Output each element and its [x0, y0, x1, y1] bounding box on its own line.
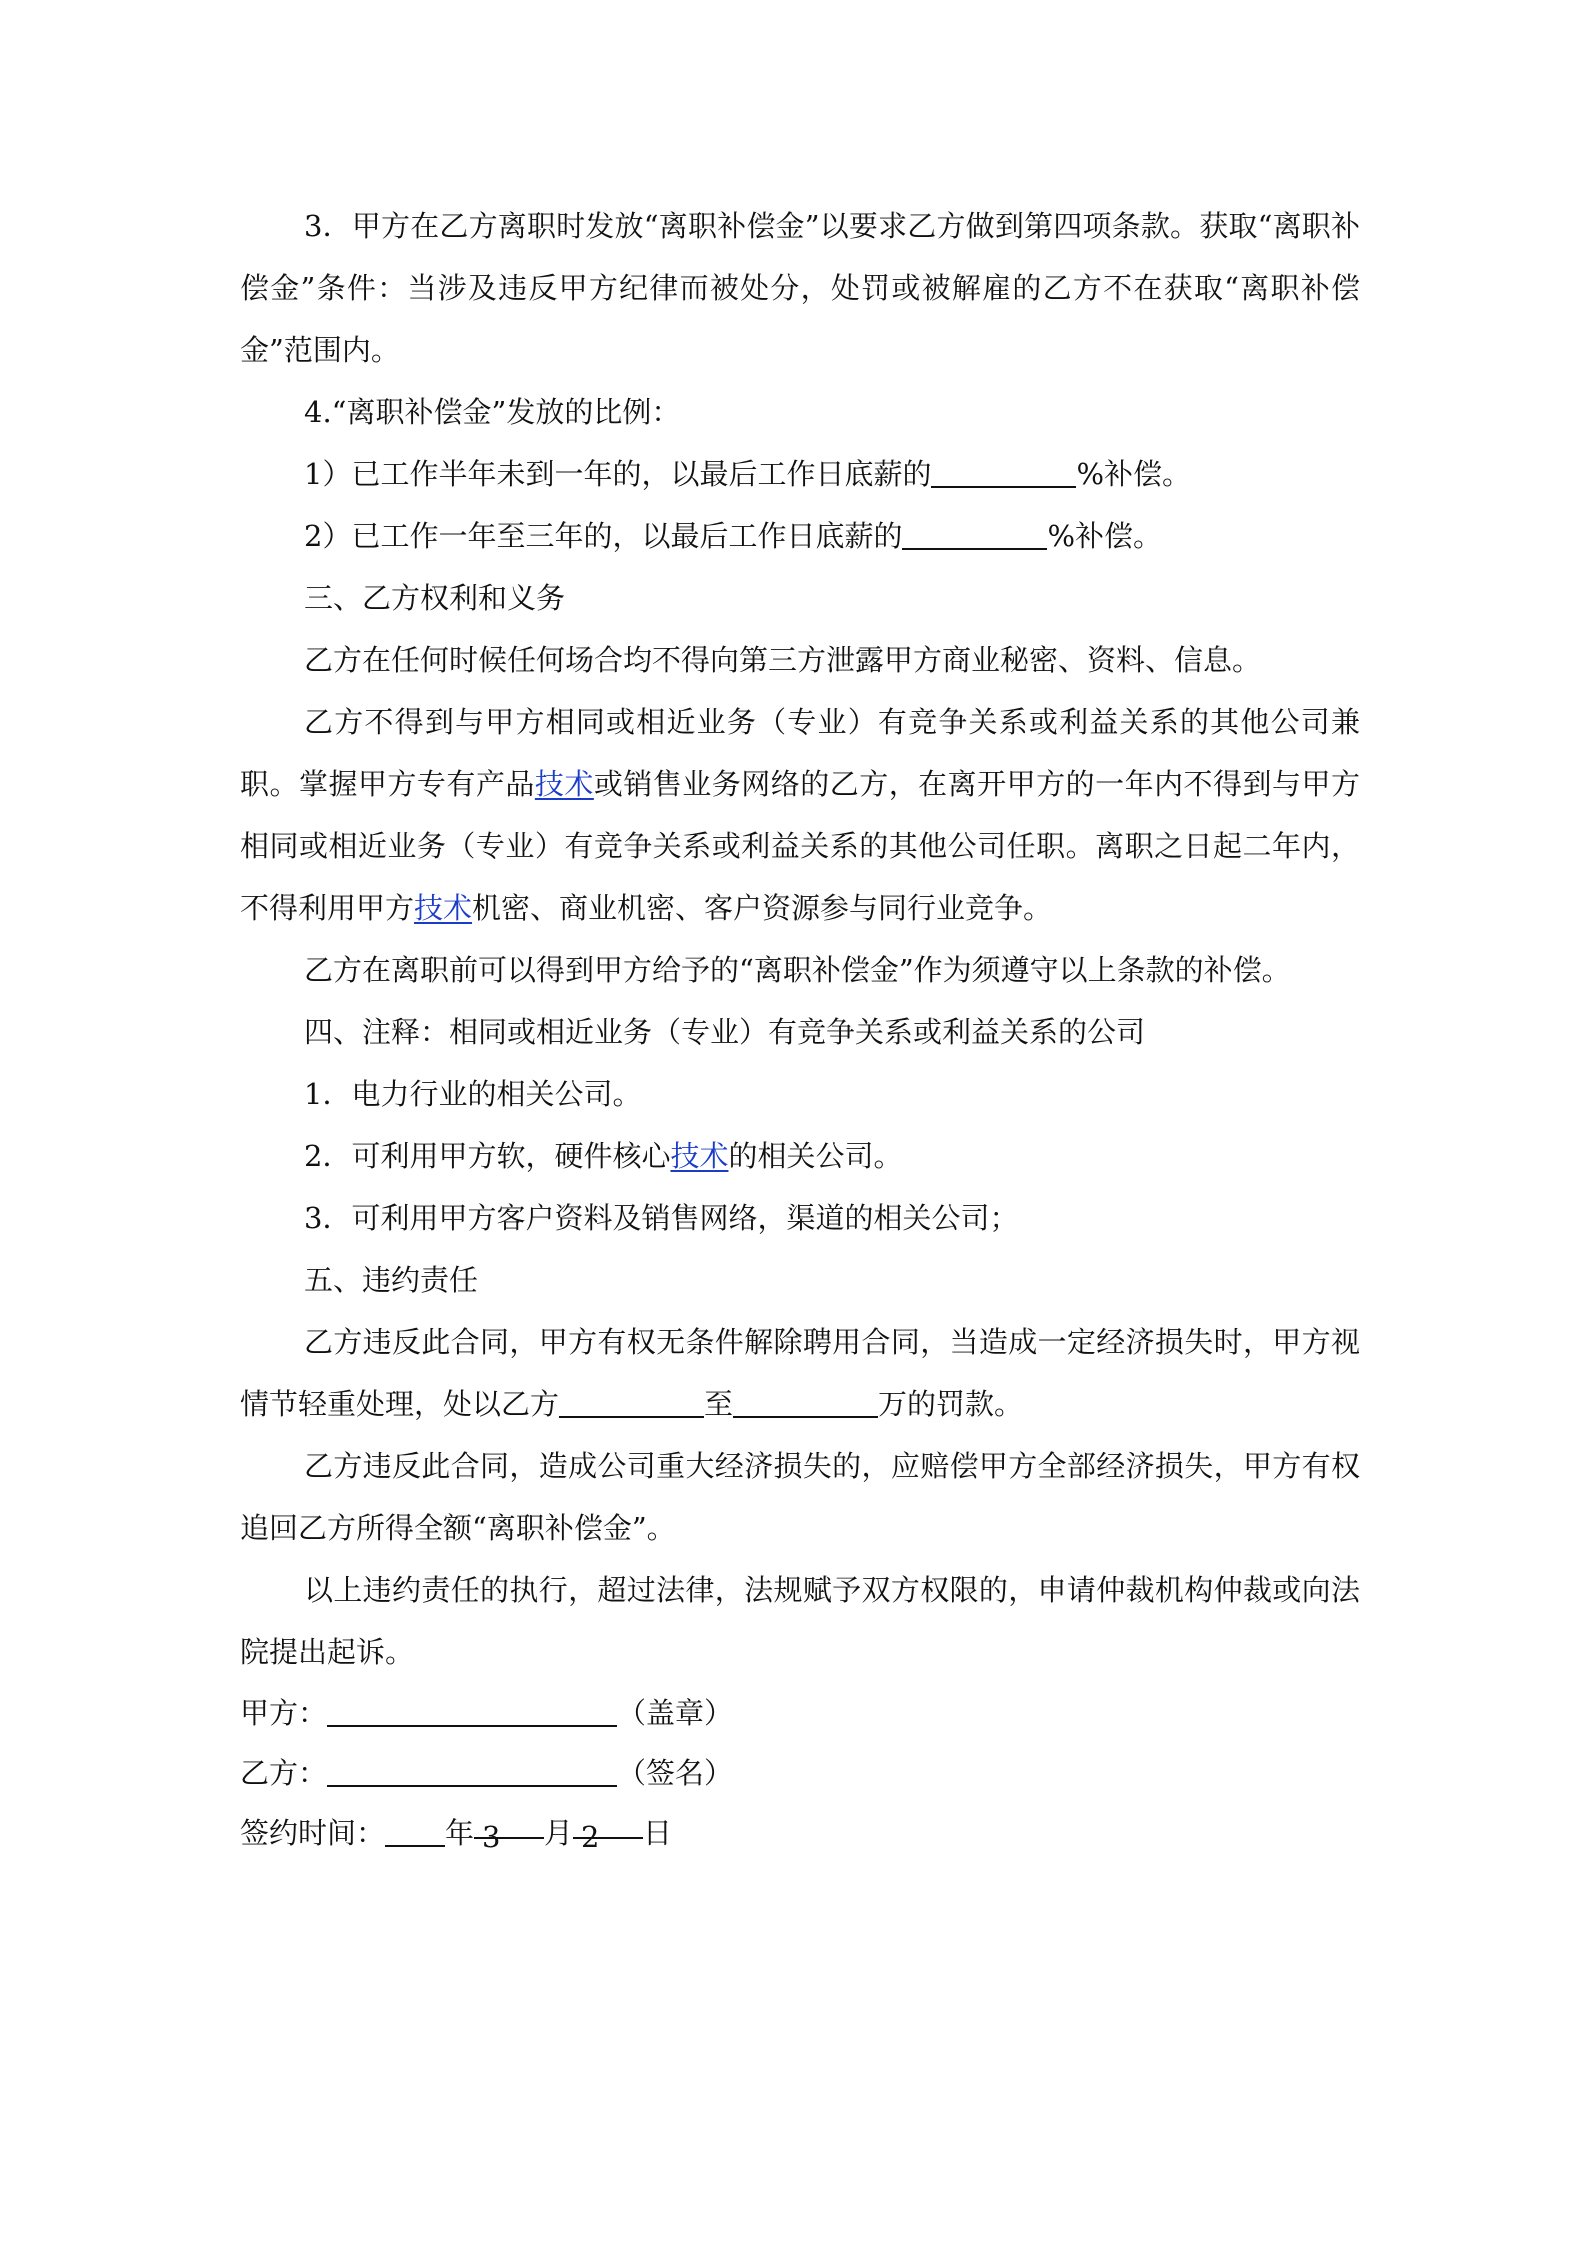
- day-unit: 日: [643, 1816, 673, 1850]
- clause-4-item-1: [240, 443, 1360, 505]
- month-unit: 月: [544, 1816, 574, 1850]
- year-blank: [385, 1815, 445, 1847]
- sign-date-line: [240, 1803, 1360, 1863]
- party-b-line: [240, 1743, 1360, 1803]
- section-3-para-2-text-b: 或销售业务网络的乙方，在离开甲方的一年内不得到与甲方相同或相近业务（专业）有竞争关系或利益关系的其他公司任职。离职之日起二年内，不得利用甲方: [240, 767, 1360, 925]
- section-5-heading: 五、违约责任: [304, 1263, 479, 1297]
- section-5-para-3: 以上违约责任的执行，超过法律，法规赋予双方权限的，申请仲裁机构仲裁或向法院提出起诉。: [240, 1573, 1360, 1669]
- technology-link-2[interactable]: 技术: [414, 891, 473, 925]
- section-5-para-1-suffix: 万的罚款。: [878, 1387, 1024, 1421]
- fine-max-blank: [733, 1386, 878, 1418]
- clause-4-item-2-text: 2）已工作一年至三年的，以最后工作日底薪的: [304, 519, 903, 553]
- day-blank: [573, 1807, 643, 1854]
- fine-min-blank: [559, 1386, 704, 1418]
- section-5-para-1-text: 乙方违反此合同，甲方有权无条件解除聘用合同，当造成一定经济损失时，甲方视情节轻重处理，处以乙方: [240, 1325, 1360, 1421]
- party-a-note: （盖章）: [617, 1696, 734, 1730]
- section-4-item-2-text: 2．可利用甲方软，硬件核心: [304, 1139, 671, 1173]
- section-3-para-1: 乙方在任何时候任何场合均不得向第三方泄露甲方商业秘密、资料、信息。: [304, 643, 1262, 677]
- technology-link-3[interactable]: 技术: [670, 1139, 729, 1173]
- contract-page: [240, 195, 1360, 1863]
- section-5-para-1: [240, 1311, 1360, 1435]
- signature-block: [240, 1683, 1360, 1863]
- party-a-label: 甲方：: [240, 1696, 328, 1730]
- clause-4-item-1-text: 1）已工作半年未到一年的，以最后工作日底薪的: [304, 457, 932, 491]
- clause-4-item-1-suffix: %补偿。: [1076, 457, 1192, 491]
- clause-4-item-2: [240, 505, 1360, 567]
- month-blank: [474, 1807, 544, 1854]
- percent-blank-2: [902, 518, 1047, 550]
- section-4-item-2: [240, 1125, 1360, 1187]
- section-4-heading: 四、注释：相同或相近业务（专业）有竞争关系或利益关系的公司: [304, 1015, 1146, 1049]
- year-unit: 年: [445, 1816, 475, 1850]
- day-value: 2: [581, 1820, 600, 1854]
- clause-3: 3．甲方在乙方离职时发放“离职补偿金”以要求乙方做到第四项条款。获取“离职补偿金”条件：当涉及违反甲方纪律而被处分，处罚或被解雇的乙方不在获取“离职补偿金”范围内。: [240, 209, 1360, 367]
- month-value: 3: [482, 1820, 501, 1854]
- section-4-item-2-suffix: 的相关公司。: [728, 1139, 903, 1173]
- section-4-item-3: 3．可利用甲方客户资料及销售网络，渠道的相关公司；: [304, 1201, 1019, 1235]
- party-a-line: [240, 1683, 1360, 1743]
- section-3-para-2-text-a: 乙方不得到与甲方相同或相近业务（专业）有竞争关系或利益关系的其他公司兼职。掌握甲方专有产品: [240, 705, 1360, 801]
- section-3-heading: 三、乙方权利和义务: [304, 581, 566, 615]
- percent-blank-1: [931, 456, 1076, 488]
- section-5-para-2: 乙方违反此合同，造成公司重大经济损失的，应赔偿甲方全部经济损失，甲方有权追回乙方所得全额“离职补偿金”。: [240, 1449, 1360, 1545]
- party-b-blank: [327, 1755, 617, 1787]
- party-b-note: （签名）: [617, 1756, 734, 1790]
- technology-link-1[interactable]: 技术: [534, 767, 594, 801]
- section-4-item-1: 1．电力行业的相关公司。: [304, 1077, 642, 1111]
- section-3-para-3: 乙方在离职前可以得到甲方给予的“离职补偿金”作为须遵守以上条款的补偿。: [304, 953, 1291, 987]
- section-3-para-2: [240, 691, 1360, 939]
- party-b-label: 乙方：: [240, 1756, 328, 1790]
- clause-4: 4.“离职补偿金”发放的比例：: [304, 395, 681, 429]
- section-5-para-1-to: 至: [704, 1387, 734, 1421]
- sign-date-label: 签约时间：: [240, 1816, 386, 1850]
- party-a-blank: [327, 1695, 617, 1727]
- clause-4-item-2-suffix: %补偿。: [1047, 519, 1163, 553]
- section-3-para-2-text-c: 机密、商业机密、客户资源参与同行业竞争。: [472, 891, 1053, 925]
